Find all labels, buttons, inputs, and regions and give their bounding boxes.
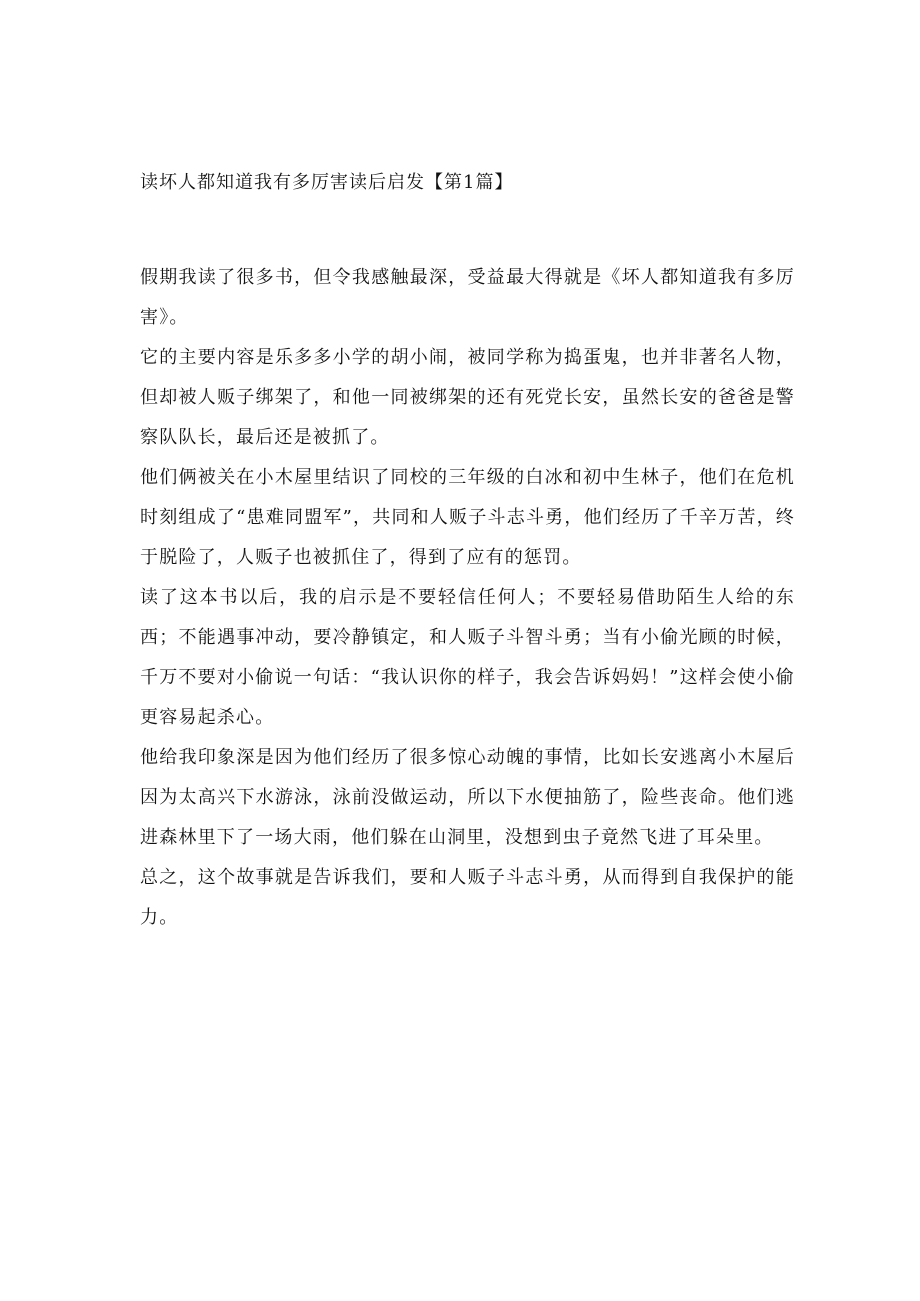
paragraph-6: 总之，这个故事就是告诉我们，要和人贩子斗志斗勇，从而得到自我保护的能力。 [140, 867, 795, 928]
paragraph-5: 他给我印象深是因为他们经历了很多惊心动魄的事情，比如长安逃离小木屋后因为太高兴下水游泳，泳前没做运动，所以下水便抽筋了，险些丧命。他们逃进森林里下了一场大雨，他们躲在山洞里，没想到虫子竟然飞进了耳朵里。 [140, 747, 795, 848]
paragraph-1: 假期我读了很多书，但令我感触最深，受益最大得就是《坏人都知道我有多厉害》。 [140, 267, 795, 328]
paragraph-2: 它的主要内容是乐多多小学的胡小闹，被同学称为捣蛋鬼，也并非著名人物，但却被人贩子绑架了，和他一同被绑架的还有死党长安，虽然长安的爸爸是警察队队长，最后还是被抓了。 [140, 347, 795, 448]
document-body [140, 258, 795, 938]
paragraph-4: 读了这本书以后，我的启示是不要轻信任何人；不要轻易借助陌生人给的东西；不能遇事冲动，要冷静镇定，和人贩子斗智斗勇；当有小偷光顾的时候，千万不要对小偷说一句话：“我认识你的样子，我会告诉妈妈！”这样会使小偷更容易起杀心。 [140, 587, 795, 728]
paragraph-3: 他们俩被关在小木屋里结识了同校的三年级的白冰和初中生林子，他们在危机时刻组成了“患难同盟军”，共同和人贩子斗志斗勇，他们经历了千辛万苦，终于脱险了，人贩子也被抓住了，得到了应有的惩罚。 [140, 467, 795, 568]
document-title: 读坏人都知道我有多厉害读后启发【第1篇】 [140, 172, 514, 193]
